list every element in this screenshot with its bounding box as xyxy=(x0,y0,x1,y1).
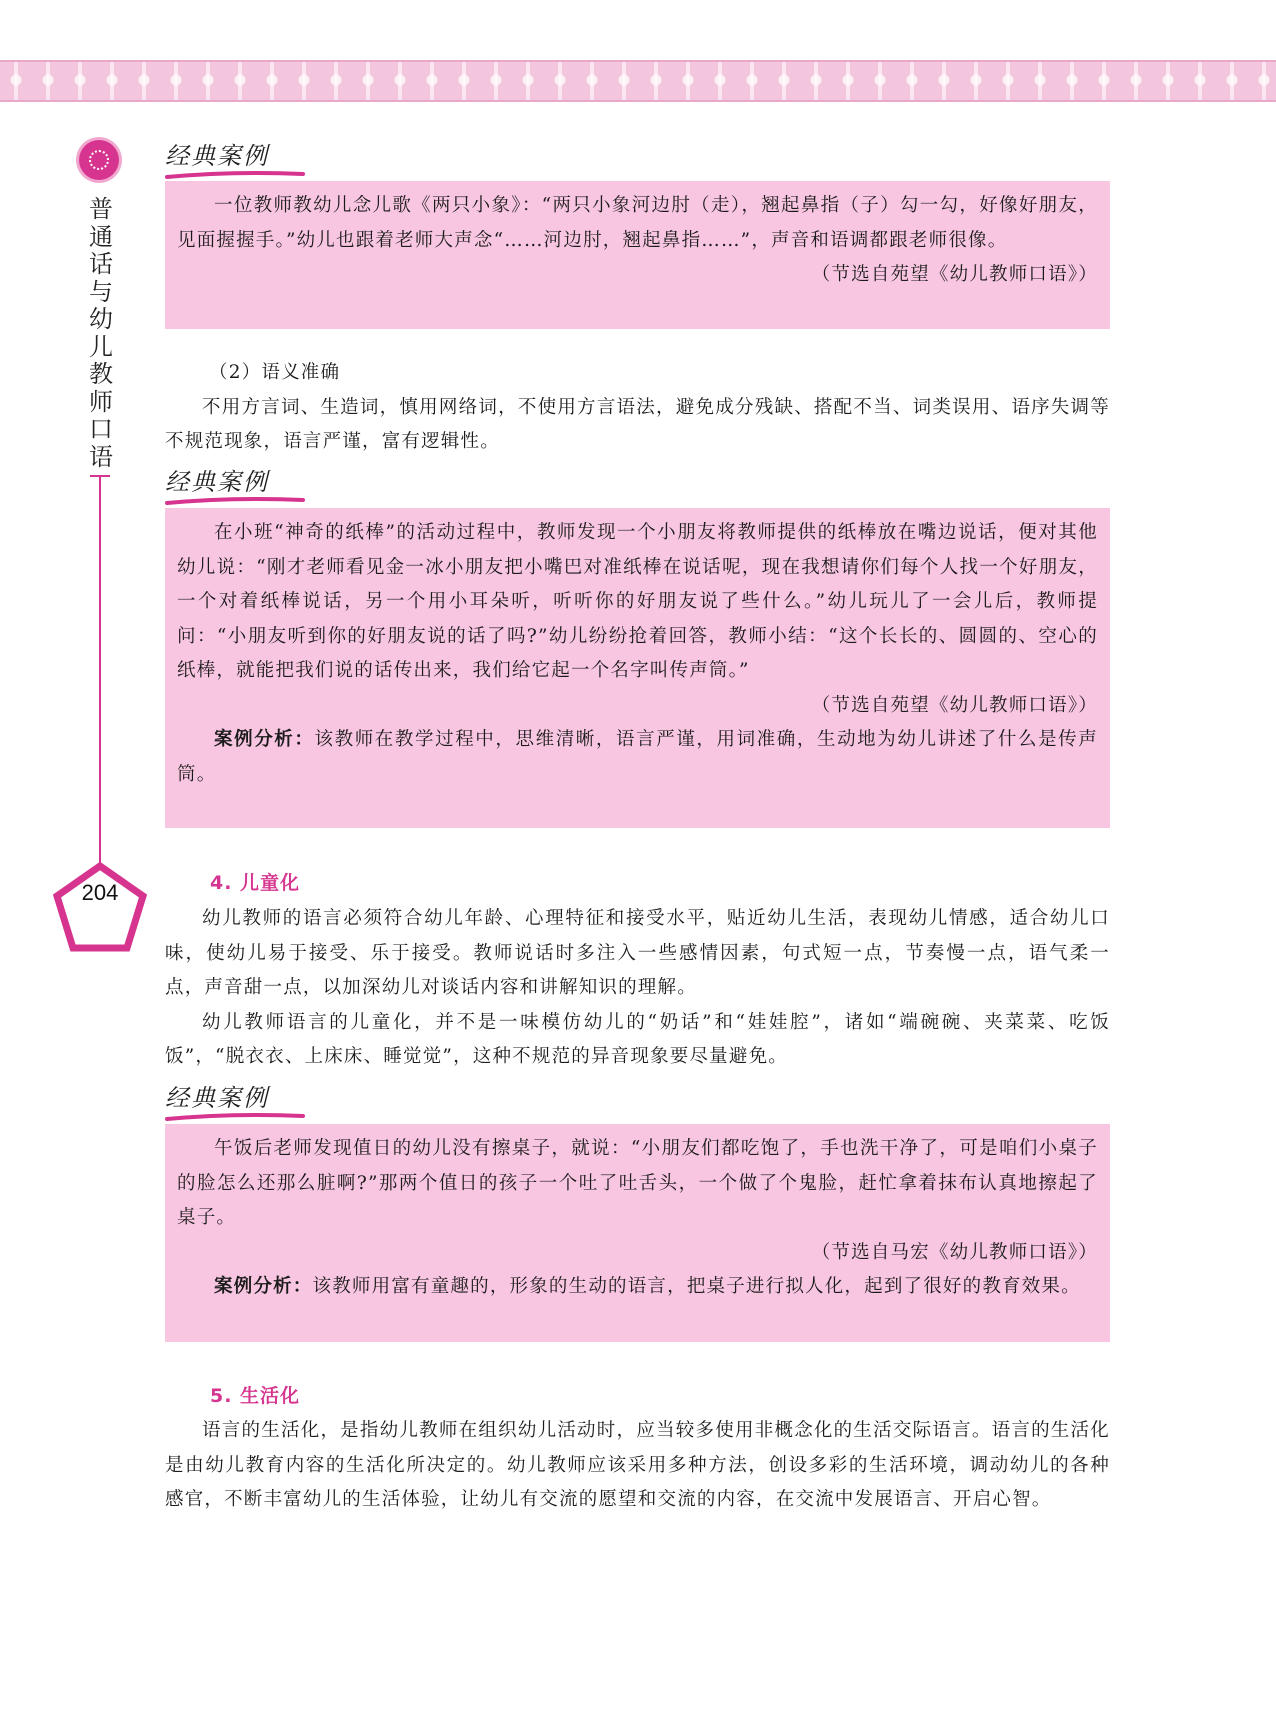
rail-line xyxy=(99,475,101,863)
case-heading xyxy=(165,140,315,182)
body-paragraph: 不用方言词、生造词，慎用网络词，不使用方言语法，避免成分残缺、搭配不当、词类误用、语序失调等不规范现象，语言严谨，富有逻辑性。 xyxy=(165,396,1110,452)
side-title-char: 师 xyxy=(89,387,113,416)
page-number: 204 xyxy=(81,880,119,905)
body-paragraph: 语言的生活化，是指幼儿教师在组织幼儿活动时，应当较多使用非概念化的生活交际语言。语言的生活化是由幼儿教育内容的生活化所决定的。幼儿教师应该采用多种方法，创设多彩的生活环境，调动幼儿的各种感官，不断丰富幼儿的生活体验，让幼儿有交流的愿望和交流的内容，在交流中发展语言、开启心智。 xyxy=(165,1420,1110,1510)
case-heading-label: 经典案例 xyxy=(165,468,269,496)
chapter-badge-icon xyxy=(79,140,119,180)
swoosh-underline-icon xyxy=(165,1112,305,1122)
case-heading xyxy=(165,466,315,508)
analysis-text: 该教师用富有童趣的，形象的生动的语言，把桌子进行拟人化，起到了很好的教育效果。 xyxy=(312,1276,1081,1297)
section-5-body xyxy=(165,1414,1110,1518)
subsection-heading: （2）语义准确 xyxy=(209,362,341,383)
page-number-pentagon-icon xyxy=(53,862,147,952)
section-heading: 5. 生活化 xyxy=(210,1385,301,1407)
case-heading-label: 经典案例 xyxy=(165,142,269,170)
section-4-body xyxy=(165,902,1110,1075)
side-title-char: 语 xyxy=(89,442,113,471)
analysis-label: 案例分析： xyxy=(214,729,315,750)
side-title-char: 普 xyxy=(89,195,113,223)
analysis-text: 该教师在教学过程中，思维清晰，语言严谨，用词准确，生动地为幼儿讲述了什么是传声筒。 xyxy=(177,729,1098,785)
case-source: （节选自马宏《幼儿教师口语》） xyxy=(811,1241,1098,1263)
subsection-2 xyxy=(165,356,1110,460)
side-title-char: 与 xyxy=(89,277,113,306)
side-title-char: 教 xyxy=(89,360,113,388)
case-text: 午饭后老师发现值日的幼儿没有擦桌子，就说：“小朋友们都吃饱了，手也洗干净了，可是咱们小桌子的脸怎么还那么脏啊?”那两个值日的孩子一个吐了吐舌头，一个做了个鬼脸，赶忙拿着抹布认真地擦起了桌子。 xyxy=(177,1138,1098,1228)
case-text: 一位教师教幼儿念儿歌《两只小象》：“两只小象河边肘（走），翘起鼻指（子）勾一勾，好像好朋友，见面握握手。”幼儿也跟着老师大声念“……河边肘，翘起鼻指……”，声音和语调都跟老师很像。 xyxy=(177,195,1098,251)
case-box-3 xyxy=(165,1124,1110,1342)
case-box-2 xyxy=(165,508,1110,828)
case-heading-label: 经典案例 xyxy=(165,1084,269,1112)
side-title-char: 通 xyxy=(89,222,113,251)
swoosh-underline-icon xyxy=(165,170,305,180)
decorative-top-border xyxy=(0,60,1276,102)
side-title-char: 口 xyxy=(89,415,113,443)
body-paragraph: 幼儿教师语言的儿童化，并不是一味模仿幼儿的“奶话”和“娃娃腔”，诸如“端碗碗、夹菜菜、吃饭饭”，“脱衣衣、上床床、睡觉觉”，这种不规范的异音现象要尽量避免。 xyxy=(165,1011,1110,1067)
side-title-char: 话 xyxy=(89,250,113,278)
swoosh-underline-icon xyxy=(165,496,305,506)
case-box-1 xyxy=(165,181,1110,329)
case-source: （节选自苑望《幼儿教师口语》） xyxy=(811,694,1098,716)
case-text: 在小班“神奇的纸棒”的活动过程中，教师发现一个小朋友将教师提供的纸棒放在嘴边说话，便对其他幼儿说：“刚才老师看见金一冰小朋友把小嘴巴对准纸棒在说话呢，现在我想请你们每个人找一个好朋友，一个对着纸棒说话，另一个用小耳朵听，听听你的好朋友说了些什么。”幼儿玩儿了一会儿后，教师提问：“小朋友听到你的好朋友说的话了吗?”幼儿纷纷抢着回答，教师小结：“这个长长的、圆圆的、空心的纸棒，就能把我们说的话传出来，我们给它起一个名字叫传声筒。” xyxy=(177,522,1098,681)
body-paragraph: 幼儿教师的语言必须符合幼儿年龄、心理特征和接受水平，贴近幼儿生活，表现幼儿情感，适合幼儿口味，使幼儿易于接受、乐于接受。教师说话时多注入一些感情因素，句式短一点，节奏慢一点，语气柔一点，声音甜一点，以加深幼儿对谈话内容和讲解知识的理解。 xyxy=(165,908,1110,998)
side-title-char: 儿 xyxy=(89,332,113,361)
case-source: （节选自苑望《幼儿教师口语》） xyxy=(811,264,1098,285)
side-book-title xyxy=(86,196,116,471)
side-title-char: 幼 xyxy=(89,305,113,333)
analysis-label: 案例分析： xyxy=(214,1276,313,1297)
case-heading xyxy=(165,1082,315,1124)
section-heading: 4. 儿童化 xyxy=(210,872,301,894)
